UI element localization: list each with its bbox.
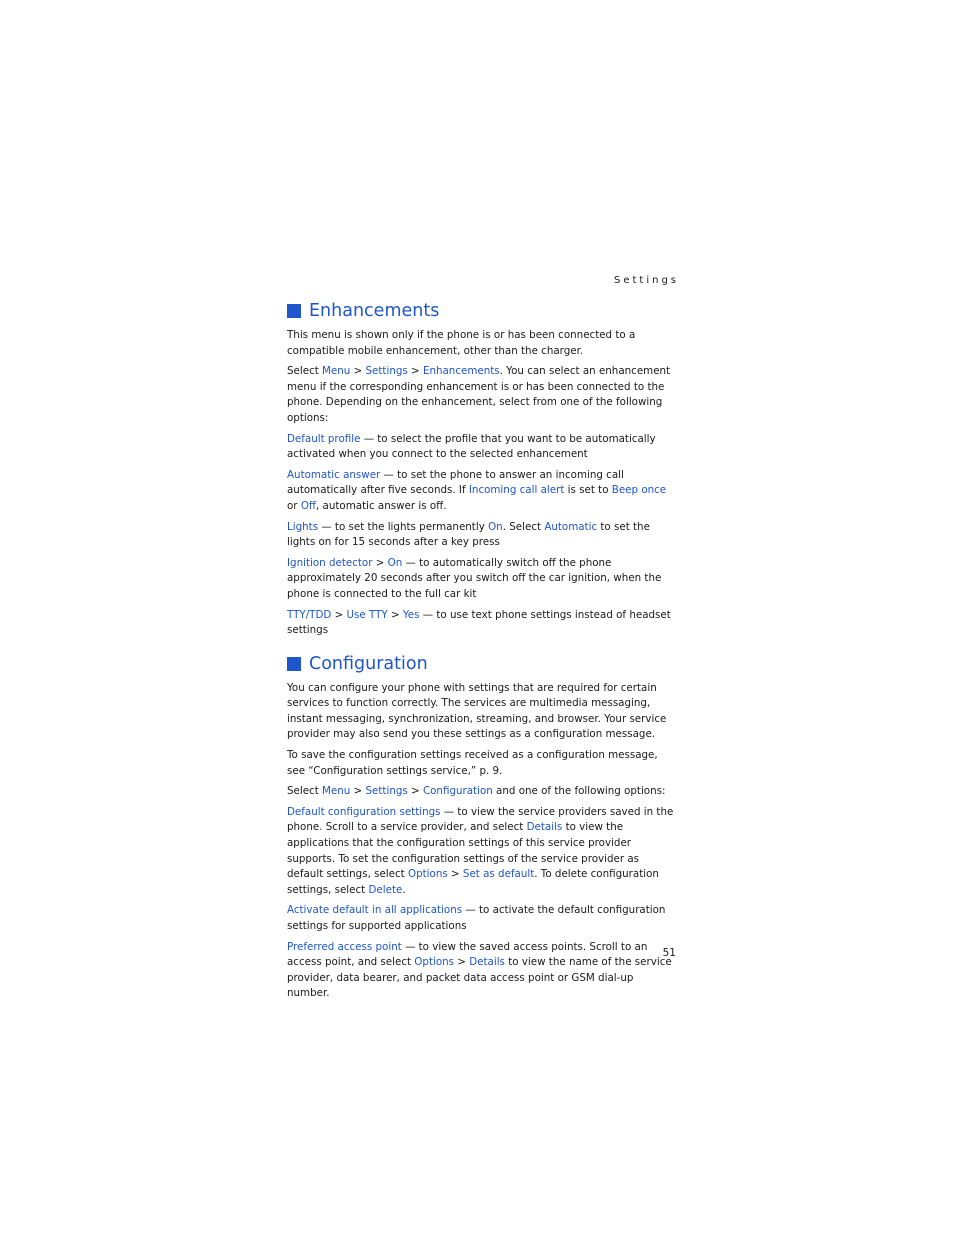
option-preferred-access-point: Preferred access point — to view the saved access points. Scroll to an access point, and select Options > Details to view the name of the service provider, data bearer, and packet data access point or GSM dial-up number. bbox=[287, 940, 672, 1000]
option-ignition-detector: Ignition detector > On — to automatically switch off the phone approximately 20 seconds after you switch off the car ignition, when the phone is connected to the full car kit bbox=[287, 556, 662, 600]
configuration-save-note: To save the configuration settings received as a configuration message, see “Configuration settings service,” p. 9. bbox=[287, 749, 658, 777]
page-content bbox=[287, 272, 677, 1007]
running-header: Settings bbox=[613, 275, 679, 286]
section-heading-enhancements: Enhancements bbox=[287, 300, 677, 322]
enhancements-intro: This menu is shown only if the phone is or has been connected to a compatible mobile enhancement, other than the charger. bbox=[287, 329, 636, 357]
enhancements-link: Enhancements bbox=[422, 365, 500, 378]
configuration-select-path: Select Menu > Settings > Configuration and one of the following options: bbox=[287, 785, 666, 798]
settings-link: Settings bbox=[365, 785, 408, 798]
option-activate-default: Activate default in all applications — to activate the default configuration settings for supported applications bbox=[287, 904, 666, 932]
heading-square-icon bbox=[287, 304, 301, 318]
option-lights: Lights — to set the lights permanently On. Select Automatic to set the lights on for 15 seconds after a key press bbox=[287, 520, 650, 549]
settings-link: Settings bbox=[365, 365, 408, 378]
option-tty-tdd: TTY/TDD > Use TTY > Yes — to use text phone settings instead of headset settings bbox=[287, 608, 671, 637]
configuration-link: Configuration bbox=[422, 785, 493, 798]
section-heading-configuration: Configuration bbox=[287, 653, 677, 675]
option-automatic-answer: Automatic answer — to set the phone to answer an incoming call automatically after five seconds. If Incoming call alert is set to Beep once or Off, automatic answer is off. bbox=[287, 468, 667, 512]
option-default-profile: Default profile — to select the profile that you want to be automatically activated when you connect to the selected enhancement bbox=[287, 432, 656, 461]
menu-link: Menu bbox=[322, 365, 351, 378]
heading-square-icon bbox=[287, 657, 301, 671]
enhancements-select-path: Select Menu > Settings > Enhancements. You can select an enhancement menu if the corresponding enhancement is or has been connected to the phone. Depending on the enhancement, select from one of the following options: bbox=[287, 365, 671, 424]
page-number: 51 bbox=[662, 947, 676, 959]
option-default-configuration: Default configuration settings — to view the service providers saved in the phone. Scroll to a service provider, and select Details to view the applications that the configuration settings of this service provider supports. To set the configuration settings of the service provider as default settings, select Options > Set as default. To delete configuration settings, select Delete. bbox=[287, 805, 674, 896]
configuration-intro: You can configure your phone with settings that are required for certain services to function correctly. The services are multimedia messaging, instant messaging, synchronization, streaming, and browser. Your service provider may also send you these settings as a configuration message. bbox=[287, 681, 667, 741]
menu-link: Menu bbox=[322, 785, 351, 798]
